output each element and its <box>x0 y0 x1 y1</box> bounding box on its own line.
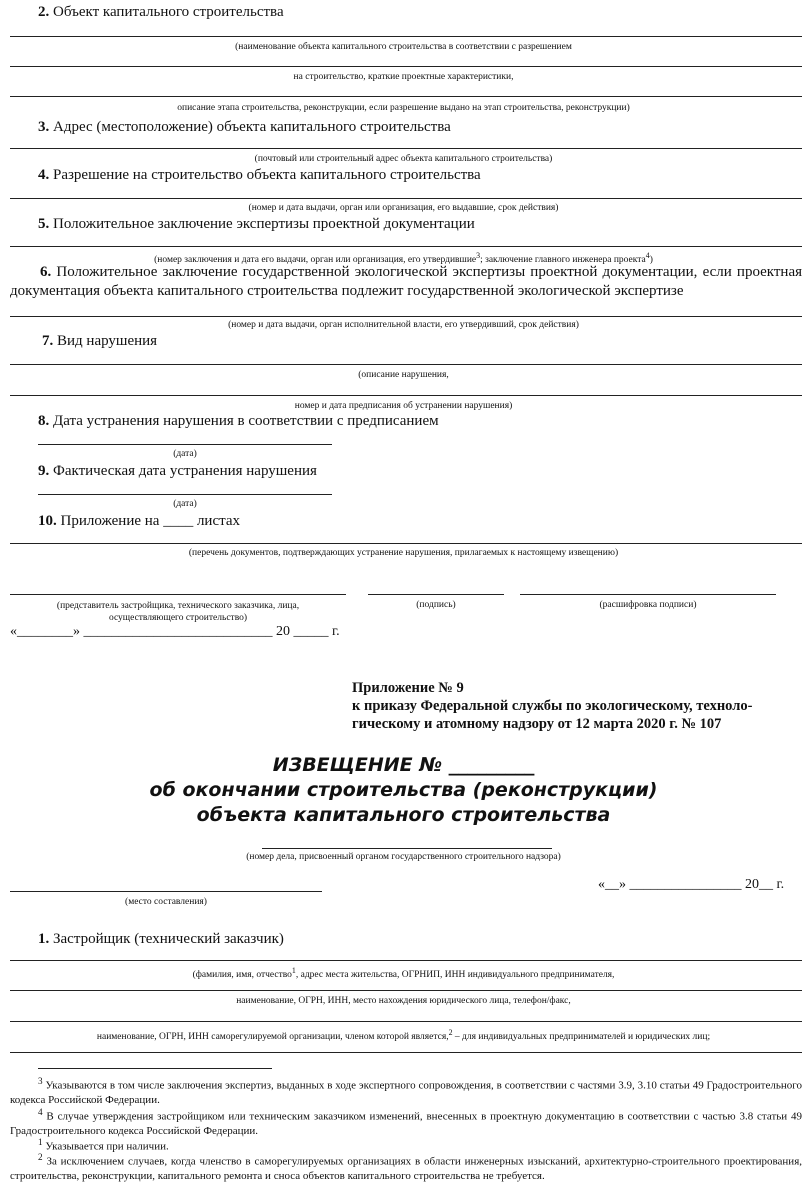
section-4-heading <box>38 166 481 184</box>
section-10-heading <box>38 512 240 530</box>
caption-text: (представитель застройщика, технического заказчика, лица, <box>56 601 300 611</box>
case-number-line[interactable] <box>262 848 552 849</box>
footnote-ref[interactable]: 4 <box>645 251 650 260</box>
fill-line[interactable] <box>10 395 802 396</box>
representative-line[interactable] <box>10 594 346 595</box>
field-caption: (почтовый или строительный адрес объекта капитального строительства) <box>254 154 553 164</box>
fill-line[interactable] <box>10 198 802 199</box>
section-3-heading <box>38 118 451 136</box>
field-caption: (наименование объекта капитального строительства в соответствии с разрешением <box>235 42 572 52</box>
notice-subtitle: об окончании строительства (реконструкции) <box>149 779 658 801</box>
caption-text: осуществляющего строительство) <box>108 613 248 623</box>
caption-text: (номер заключения и дата его выдачи, орган или организация, его утвердившие <box>154 255 477 266</box>
signature-decode-line[interactable] <box>520 594 776 595</box>
section-title: Положительное заключение государственной экологической экспертизы проектной документации, если проектная документация объекта капитального строительства подлежит государственной экологической экспертизе <box>10 264 803 299</box>
fill-line[interactable] <box>10 960 802 961</box>
footnote-text: В случае утверждения застройщиком или техническим заказчиком изменений, внесенных в проектную документацию в соответствии с частью 3.8 статьи 49 Градостроительного кодекса Российской Федерации. <box>10 1110 802 1137</box>
section-title: Застройщик (технический заказчик) <box>53 931 284 947</box>
field-caption: (описание нарушения, <box>358 370 449 380</box>
fill-line[interactable] <box>10 990 802 991</box>
section-title: Разрешение на строительство объекта капитального строительства <box>53 167 481 183</box>
fill-line[interactable] <box>10 96 802 97</box>
footnote-text: Указываются в том числе заключения экспертиз, выданных в ходе экспертного сопровождения, в соответствии с частями 3.9, 3.10 статьи 49 Градостроительного кодекса Российской Федерации. <box>10 1079 803 1106</box>
section-9-heading <box>38 462 317 480</box>
fill-line[interactable] <box>10 364 802 365</box>
section-8-heading <box>38 412 439 430</box>
signature-caption: (подпись) <box>416 600 456 610</box>
caption-text: , адрес места жительства, ОГРНИП, ИНН индивидуального предпринимателя, <box>295 970 615 981</box>
field-caption: на строительство, краткие проектные характеристики, <box>293 72 514 82</box>
field-caption <box>0 1027 807 1043</box>
signature-line[interactable] <box>368 594 504 595</box>
footnote <box>10 1150 802 1183</box>
fill-line[interactable] <box>10 246 802 247</box>
section-number: 1. <box>38 931 50 947</box>
caption-text: – для индивидуальных предпринимателей и юридических лиц; <box>452 1032 711 1043</box>
footnote-ref[interactable]: 3 <box>476 251 481 260</box>
signature-date[interactable]: «________» ___________________________ 20 _____ г. <box>10 624 340 639</box>
footnote <box>10 1105 802 1138</box>
footnote-text: Указывается при наличии. <box>45 1140 169 1153</box>
notice-subtitle: объекта капитального строительства <box>196 804 611 826</box>
case-number-caption: (номер дела, присвоенный органом государственного строительного надзора) <box>246 852 561 862</box>
section-number: 4. <box>38 167 50 183</box>
caption-text: (фамилия, имя, отчество <box>192 970 292 981</box>
section-number: 9. <box>38 463 50 479</box>
place-caption: (место составления) <box>125 897 207 907</box>
section-title: Вид нарушения <box>57 333 158 349</box>
footnote-mark: 1 <box>38 1137 43 1147</box>
footnote-text: За исключением случаев, когда членство в саморегулируемых организациях в области инженерных изысканий, архитектурно-строительного проектирования, строительства, реконструкции, капитального ремонта и сноса объектов капитального строительства не требуется. <box>10 1155 803 1182</box>
notice-title: ИЗВЕЩЕНИЕ № _________ <box>272 754 535 776</box>
fill-line[interactable] <box>10 66 802 67</box>
footnote-separator <box>38 1068 272 1069</box>
signature-decode-caption: (расшифровка подписи) <box>599 600 697 610</box>
section-number: 7. <box>42 333 54 349</box>
date-line[interactable] <box>38 494 332 495</box>
field-caption: (дата) <box>173 499 197 509</box>
appendix-order-line: гическому и атомному надзору от 12 марта 2020 г. № 107 <box>352 716 722 732</box>
section-number: 6. <box>40 264 52 280</box>
fill-line[interactable] <box>10 148 802 149</box>
section-number: 3. <box>38 119 50 135</box>
footnote-mark: 4 <box>38 1107 43 1117</box>
section-title: Объект капитального строительства <box>53 4 284 20</box>
section-7-heading <box>42 332 157 350</box>
footnote-mark: 2 <box>38 1152 43 1162</box>
caption-text: наименование, ОГРН, ИНН саморегулируемой организации, членом которой является, <box>96 1032 449 1043</box>
section-number: 5. <box>38 216 50 232</box>
section-6-heading <box>10 263 802 301</box>
caption-text: ; заключение главного инженера проекта <box>480 255 646 266</box>
developer-heading <box>38 930 284 948</box>
field-caption <box>0 965 807 981</box>
section-title: Дата устранения нарушения в соответствии с предписанием <box>53 413 439 429</box>
section-title: Приложение на ____ листах <box>60 513 241 529</box>
section-2-heading <box>38 3 284 21</box>
date-line[interactable] <box>38 444 332 445</box>
appendix-order-line: к приказу Федеральной службы по экологическому, техноло- <box>352 698 753 714</box>
section-5-heading <box>38 215 475 233</box>
fill-line[interactable] <box>10 1052 802 1053</box>
section-title: Фактическая дата устранения нарушения <box>53 463 317 479</box>
place-line[interactable] <box>10 891 322 892</box>
field-caption: описание этапа строительства, реконструкции, если разрешение выдано на этап строительства, реконструкции) <box>177 103 630 113</box>
footnote-mark: 3 <box>38 1076 43 1086</box>
field-caption: (перечень документов, подтверждающих устранение нарушения, прилагаемых к настоящему извещению) <box>188 548 619 558</box>
representative-caption <box>10 600 346 624</box>
field-caption: (номер и дата выдачи, орган исполнительной власти, его утвердивший, срок действия) <box>228 320 579 330</box>
footnote-ref[interactable]: 2 <box>448 1028 453 1037</box>
fill-line[interactable] <box>10 36 802 37</box>
appendix-number: Приложение № 9 <box>352 680 464 696</box>
notice-date[interactable]: «__» ________________ 20__ г. <box>598 877 785 892</box>
section-title: Положительное заключение экспертизы проектной документации <box>53 216 475 232</box>
field-caption: номер и дата предписания об устранении нарушения) <box>294 401 513 411</box>
section-number: 8. <box>38 413 50 429</box>
field-caption: (дата) <box>173 449 197 459</box>
footnote-ref[interactable]: 1 <box>291 966 296 975</box>
section-number: 2. <box>38 4 50 20</box>
field-caption: (номер и дата выдачи, орган или организация, его выдавшие, срок действия) <box>248 203 559 213</box>
section-title: Адрес (местоположение) объекта капитального строительства <box>53 119 451 135</box>
field-caption: наименование, ОГРН, ИНН, место нахождения юридического лица, телефон/факс, <box>236 996 571 1006</box>
section-number: 10. <box>38 513 57 529</box>
fill-line[interactable] <box>10 316 802 317</box>
fill-line[interactable] <box>10 1021 802 1022</box>
footnote <box>10 1074 802 1107</box>
caption-text: ) <box>649 255 653 266</box>
fill-line[interactable] <box>10 543 802 544</box>
